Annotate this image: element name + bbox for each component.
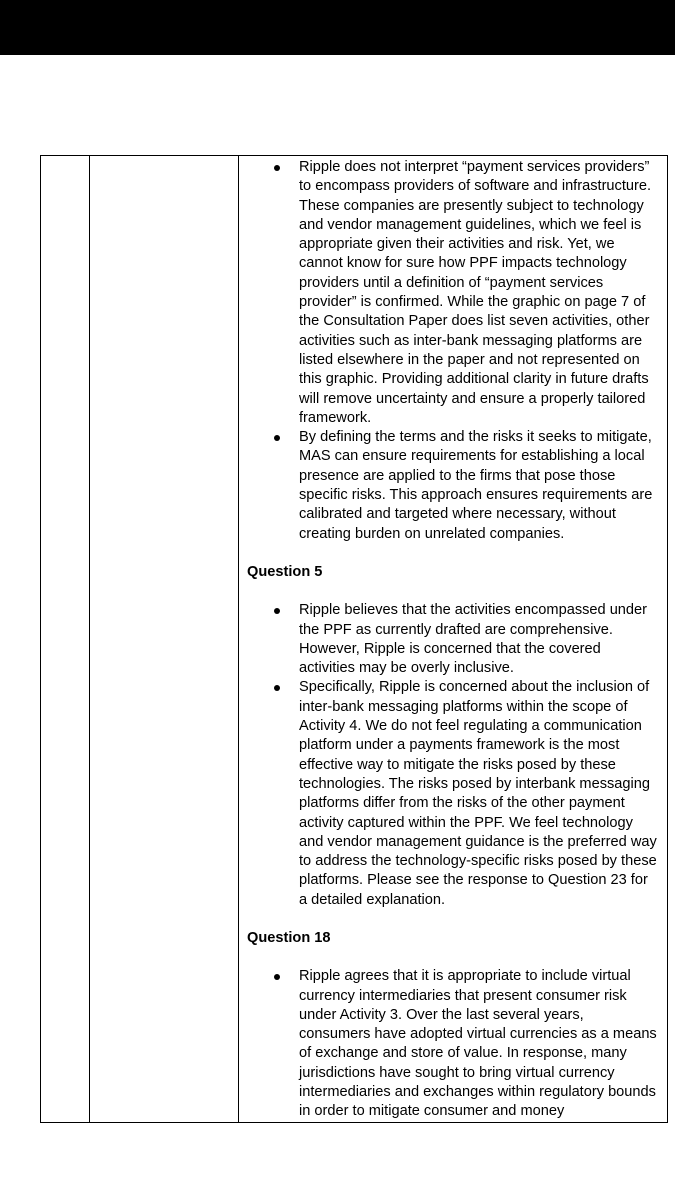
top-black-bar [0,0,675,55]
column-divider-2 [238,156,239,1122]
bullet-text: By defining the terms and the risks it seeks to mitigate, MAS can ensure requirements for establishing a local presence are applied to the firms that pose those specific risks. This approach ensures requirements are calibrated and targeted where necessary, without creating burden on unrelated companies. [299,429,653,542]
question-5-heading: Question 5 [247,563,323,580]
bullet-icon [274,608,280,614]
bullet-text: Ripple believes that the activities encompassed under the PPF as currently drafted are comprehensive. However, Ripple is concerned that the covered activities may be overly inclusive. [299,602,648,677]
bullet-text: Ripple does not interpret “payment services providers” to encompass providers of software and infrastructure. These companies are presently subject to technology and vendor management guidelines, which we feel is appropriate given their activities and risk. Yet, we cannot know for sure how PPF impacts technology providers until a definition of “payment services provider” is confirmed. While the graphic on page 7 of the Consultation Paper does list seven activities, other activities such as inter-bank messaging platforms are listed elsewhere in the paper and not represented on this graphic. Providing additional clarity in future drafts will remove uncertainty and ensure a properly tailored framework. [299,159,652,426]
list-item [247,158,657,428]
document-table [40,155,668,1123]
list-item [247,678,657,910]
bullet-icon [274,435,280,441]
list-item [247,601,657,678]
bullet-icon [274,165,280,171]
bullet-list-question-5 [247,601,657,910]
bullet-list-question-18 [247,967,657,1121]
bullet-icon [274,974,280,980]
list-item [247,428,657,544]
response-cell [247,156,657,1122]
bullet-text: Ripple agrees that it is appropriate to include virtual currency intermediaries that present consumer risk under Activity 3. Over the last several years, consumers have adopted virtual currencies as a means of exchange and store of value. In response, many jurisdictions have sought to bring virtual currency intermediaries and exchanges within regulatory bounds in order to mitigate consumer and money [299,968,657,1120]
question-18-heading: Question 18 [247,929,331,946]
list-item [247,967,657,1121]
bullet-list-first [247,158,657,544]
column-divider-1 [89,156,90,1122]
bullet-icon [274,685,280,691]
bullet-text: Specifically, Ripple is concerned about the inclusion of inter-bank messaging platforms within the scope of Activity 4. We do not feel regulating a communication platform under a payments framework is the most effective way to mitigate the risks posed by these technologies. The risks posed by interbank messaging platforms differ from the risks of the other payment activity captured within the PPF. We feel technology and vendor management guidance is the preferred way to address the technology-specific risks posed by these platforms. Please see the response to Question 23 for a detailed explanation. [299,679,657,908]
